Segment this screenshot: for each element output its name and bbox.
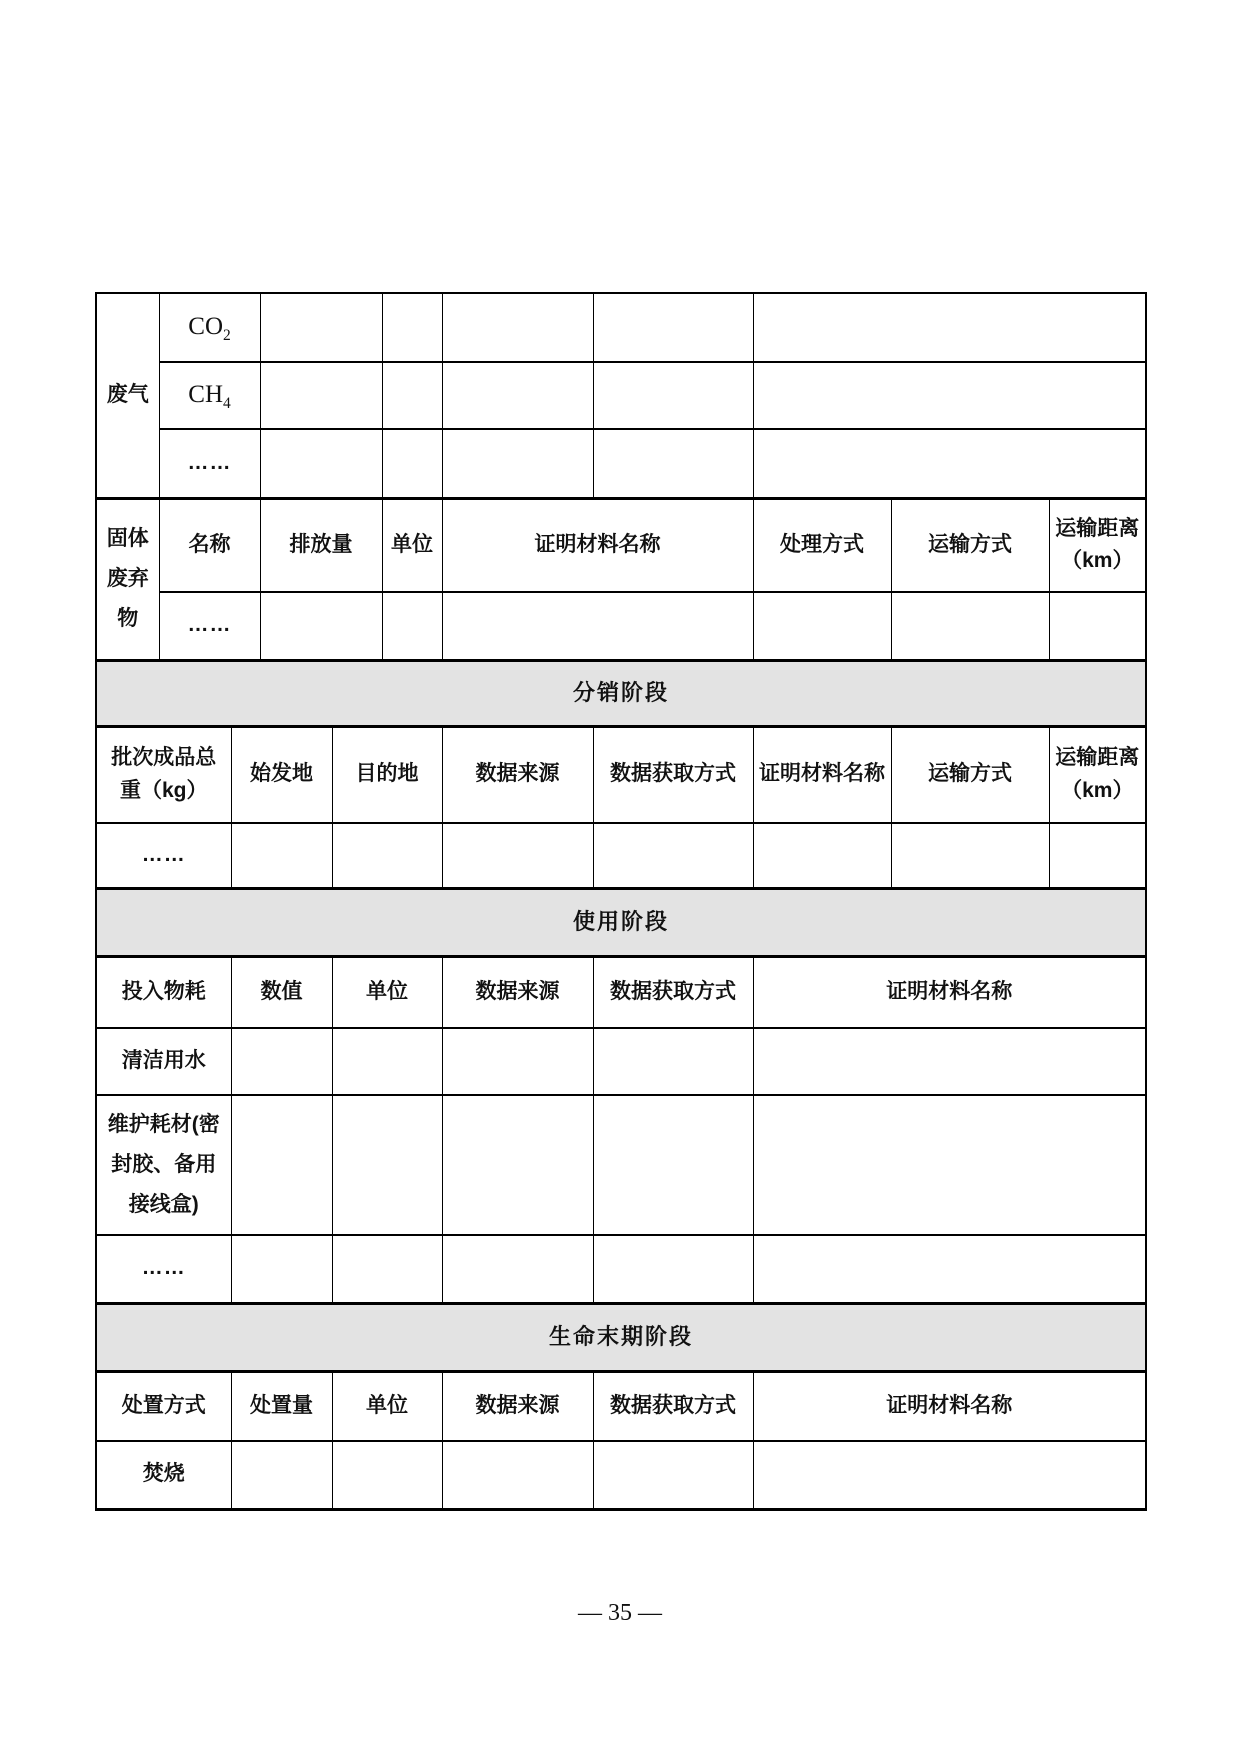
ellipsis-cell: …… [96, 823, 231, 888]
ellipsis-cell: …… [159, 592, 260, 660]
empty-data-cell [231, 1095, 332, 1235]
use-header-data-method: 数据获取方式 [593, 956, 753, 1028]
empty-data-cell [442, 362, 593, 429]
empty-data-cell [260, 362, 382, 429]
distribution-header-batch-weight: 批次成品总重（kg） [96, 726, 231, 823]
empty-data-cell [231, 1235, 332, 1303]
ellipsis-cell: …… [159, 429, 260, 498]
eol-header-disposal-method: 处置方式 [96, 1371, 231, 1441]
empty-data-cell [753, 1441, 1146, 1509]
empty-data-cell [753, 429, 1146, 498]
empty-data-cell [593, 1095, 753, 1235]
empty-data-cell [442, 293, 593, 362]
gas-formula-base: CO [188, 313, 223, 341]
empty-data-cell [753, 592, 891, 660]
distribution-header-data-method: 数据获取方式 [593, 726, 753, 823]
distribution-header-transport-mode: 运输方式 [891, 726, 1049, 823]
solid-waste-header-amount: 排放量 [260, 498, 382, 592]
empty-data-cell [442, 592, 753, 660]
distribution-header-data-source: 数据来源 [442, 726, 593, 823]
distribution-header-transport-distance: 运输距离（km） [1049, 726, 1146, 823]
empty-data-cell [332, 1095, 442, 1235]
empty-data-cell [332, 1028, 442, 1095]
empty-data-cell [442, 1235, 593, 1303]
empty-data-cell [753, 1095, 1146, 1235]
empty-data-cell [382, 592, 442, 660]
use-stage-row-water [96, 1028, 1146, 1095]
empty-data-cell [442, 429, 593, 498]
solid-waste-header-evidence: 证明材料名称 [442, 498, 753, 592]
empty-data-cell [382, 429, 442, 498]
eol-header-disposal-amount: 处置量 [231, 1371, 332, 1441]
distribution-band-row [96, 660, 1146, 726]
use-stage-header-row [96, 956, 1146, 1028]
eol-row-label: 焚烧 [96, 1441, 231, 1509]
solid-waste-header-transport-mode: 运输方式 [891, 498, 1049, 592]
empty-data-cell [442, 823, 593, 888]
use-header-input: 投入物耗 [96, 956, 231, 1028]
empty-data-cell [260, 592, 382, 660]
waste-gas-row-ellipsis [96, 429, 1146, 498]
waste-gas-row-co2 [96, 293, 1146, 362]
use-stage-band-row [96, 888, 1146, 956]
gas-formula-subscript: 2 [223, 327, 231, 345]
gas-formula-cell [159, 293, 260, 362]
end-of-life-row-incineration [96, 1441, 1146, 1509]
distribution-header-evidence: 证明材料名称 [753, 726, 891, 823]
empty-data-cell [593, 293, 753, 362]
distribution-header-origin: 始发地 [231, 726, 332, 823]
end-of-life-band-row [96, 1303, 1146, 1371]
solid-waste-header-name: 名称 [159, 498, 260, 592]
empty-data-cell [382, 293, 442, 362]
empty-data-cell [442, 1028, 593, 1095]
use-stage-row-maintenance [96, 1095, 1146, 1235]
empty-data-cell [753, 1028, 1146, 1095]
ellipsis-cell: …… [96, 1235, 231, 1303]
use-row-label: 清洁用水 [96, 1028, 231, 1095]
empty-data-cell [332, 1235, 442, 1303]
empty-data-cell [891, 592, 1049, 660]
use-header-data-source: 数据来源 [442, 956, 593, 1028]
stage-band-use: 使用阶段 [96, 888, 1146, 956]
empty-data-cell [260, 429, 382, 498]
empty-data-cell [442, 1441, 593, 1509]
empty-data-cell [593, 1441, 753, 1509]
use-row-label: 维护耗材(密封胶、备用接线盒) [96, 1095, 231, 1235]
waste-gas-row-label: 废气 [96, 293, 159, 498]
distribution-data-row [96, 823, 1146, 888]
empty-data-cell [593, 429, 753, 498]
solid-waste-header-treatment: 处理方式 [753, 498, 891, 592]
empty-data-cell [753, 293, 1146, 362]
waste-gas-row-ch4 [96, 362, 1146, 429]
empty-data-cell [891, 823, 1049, 888]
solid-waste-row-label: 固体废弃物 [96, 498, 159, 660]
solid-waste-header-transport-distance: 运输距离（km） [1049, 498, 1146, 592]
solid-waste-header-unit: 单位 [382, 498, 442, 592]
empty-data-cell [753, 1235, 1146, 1303]
use-stage-row-ellipsis [96, 1235, 1146, 1303]
eol-header-data-source: 数据来源 [442, 1371, 593, 1441]
lca-stage-data-table [95, 292, 1147, 1511]
distribution-header-destination: 目的地 [332, 726, 442, 823]
stage-band-end-of-life: 生命末期阶段 [96, 1303, 1146, 1371]
use-header-value: 数值 [231, 956, 332, 1028]
empty-data-cell [231, 1028, 332, 1095]
stage-band-distribution: 分销阶段 [96, 660, 1146, 726]
solid-waste-header-row [96, 498, 1146, 592]
gas-formula-base: CH [188, 381, 223, 409]
solid-waste-data-row [96, 592, 1146, 660]
use-header-unit: 单位 [332, 956, 442, 1028]
end-of-life-header-row [96, 1371, 1146, 1441]
empty-data-cell [593, 362, 753, 429]
empty-data-cell [593, 823, 753, 888]
page-number: — 35 — [578, 1600, 662, 1626]
empty-data-cell [382, 362, 442, 429]
empty-data-cell [1049, 823, 1146, 888]
distribution-header-row [96, 726, 1146, 823]
empty-data-cell [332, 823, 442, 888]
use-header-evidence: 证明材料名称 [753, 956, 1146, 1028]
empty-data-cell [593, 1235, 753, 1303]
eol-header-unit: 单位 [332, 1371, 442, 1441]
empty-data-cell [231, 823, 332, 888]
eol-header-evidence: 证明材料名称 [753, 1371, 1146, 1441]
empty-data-cell [593, 1028, 753, 1095]
empty-data-cell [753, 362, 1146, 429]
empty-data-cell [753, 823, 891, 888]
empty-data-cell [1049, 592, 1146, 660]
empty-data-cell [231, 1441, 332, 1509]
empty-data-cell [260, 293, 382, 362]
eol-header-data-method: 数据获取方式 [593, 1371, 753, 1441]
gas-formula-cell [159, 362, 260, 429]
gas-formula-subscript: 4 [223, 395, 231, 413]
empty-data-cell [442, 1095, 593, 1235]
empty-data-cell [332, 1441, 442, 1509]
